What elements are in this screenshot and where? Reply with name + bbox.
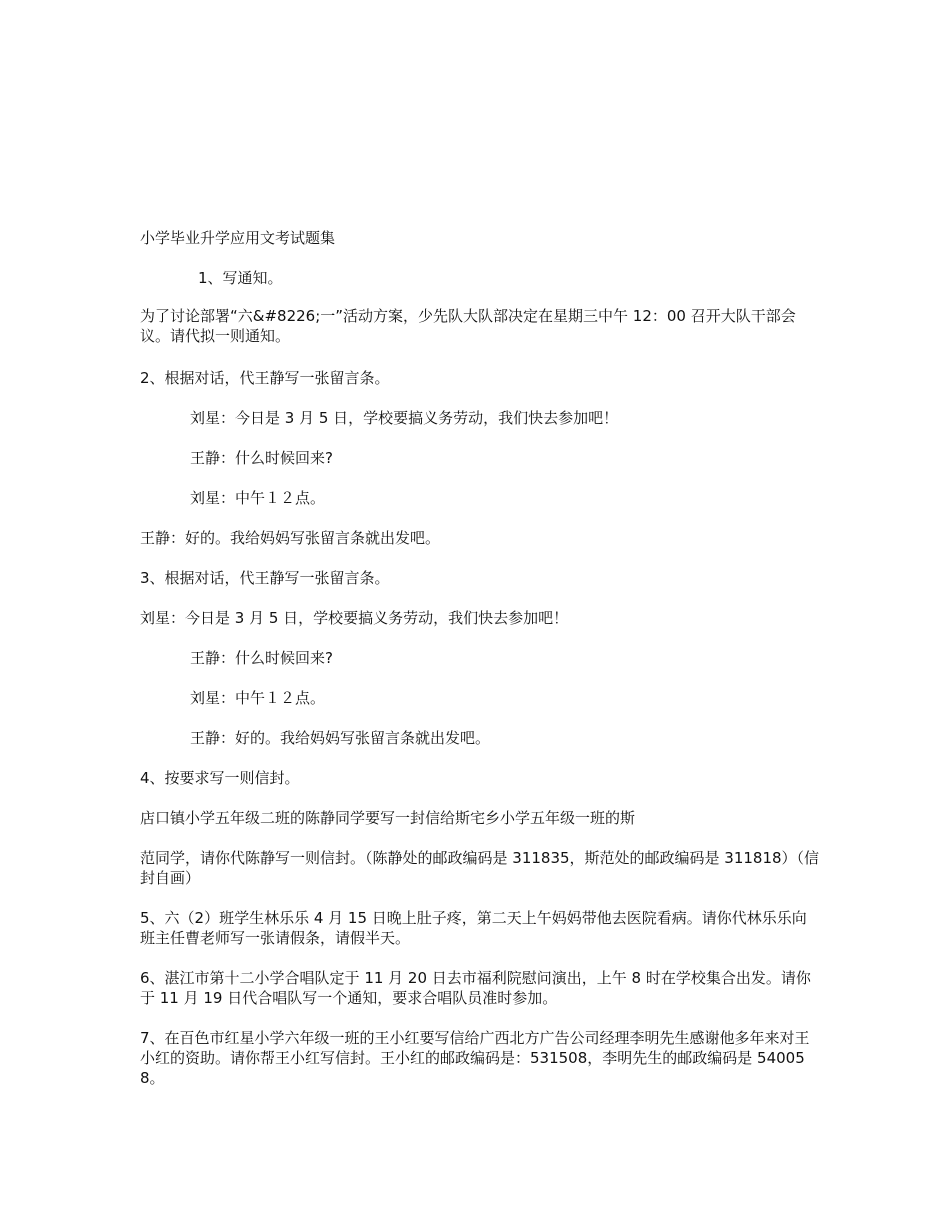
dialogue-line: 王静：好的。我给妈妈写张留言条就出发吧。 (190, 729, 491, 747)
question-4-heading: 4、按要求写一则信封。 (140, 769, 300, 787)
question-1-heading: 1、写通知。 (198, 269, 283, 287)
question-3-heading: 3、根据对话，代王静写一张留言条。 (140, 569, 390, 587)
document-title: 小学毕业升学应用文考试题集 (140, 229, 336, 247)
question-4-text-line-1: 店口镇小学五年级二班的陈静同学要写一封信给斯宅乡小学五年级一班的斯 (140, 809, 636, 827)
question-6-text: 6、湛江市第十二小学合唱队定于 11 月 20 日去市福利院慰问演出，上午 8 时在学校集合出发。请你于 11 月 19 日代合唱队写一个通知，要求合唱队员准时参加。 (140, 969, 811, 1007)
dialogue-line: 王静：好的。我给妈妈写张留言条就出发吧。 (140, 529, 441, 547)
dialogue-line: 王静：什么时候回来? (190, 449, 333, 467)
question-7-text: 7、在百色市红星小学六年级一班的王小红要写信给广西北方广告公司经理李明先生感谢他多年来对王小红的资助。请你帮王小红写信封。王小红的邮政编码是：531508，李明先生的邮政编码是 540058。 (140, 1029, 810, 1087)
dialogue-line: 刘星：今日是 3 月 5 日，学校要搞义务劳动，我们快去参加吧！ (190, 409, 619, 427)
dialogue-line: 王静：什么时候回来? (190, 649, 333, 667)
dialogue-line: 刘星：中午１２点。 (190, 489, 326, 507)
question-5-text: 5、六（2）班学生林乐乐 4 月 15 日晚上肚子疼，第二天上午妈妈带他去医院看病。请你代林乐乐向班主任曹老师写一张请假条，请假半天。 (140, 909, 807, 947)
question-1-text: 为了讨论部署“六&#8226;一”活动方案，少先队大队部决定在星期三中午 12：00 召开大队干部会议。请代拟一则通知。 (140, 307, 796, 345)
question-4-text-line-2: 范同学，请你代陈静写一则信封。（陈静处的邮政编码是 311835，斯范处的邮政编码是 311818）（信封自画） (140, 849, 820, 887)
dialogue-line: 刘星：中午１２点。 (190, 689, 326, 707)
question-2-heading: 2、根据对话，代王静写一张留言条。 (140, 369, 390, 387)
dialogue-line: 刘星：今日是 3 月 5 日，学校要搞义务劳动，我们快去参加吧！ (140, 609, 569, 627)
